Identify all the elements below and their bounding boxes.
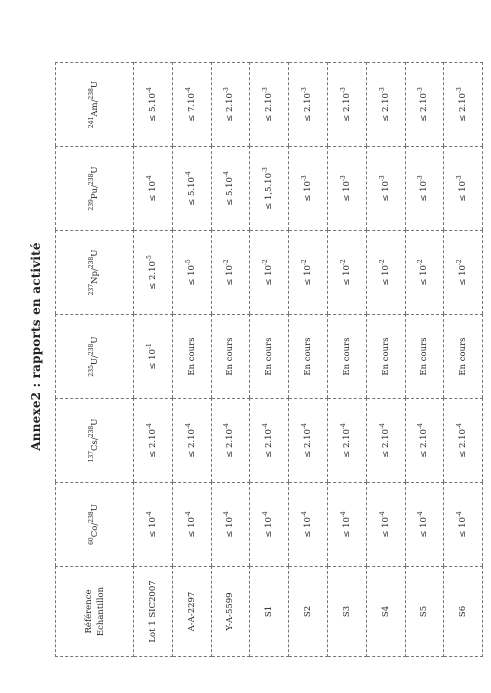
ratio-value: ≤ 2.10 bbox=[264, 429, 275, 458]
ratio-exponent: -4 bbox=[417, 511, 425, 518]
header-elem: U bbox=[89, 504, 100, 512]
sample-reference: Y-A-5599 bbox=[211, 567, 250, 657]
sample-reference: S5 bbox=[405, 567, 444, 657]
ratio-value: ≤ 10 bbox=[380, 265, 391, 286]
ratio-value: En cours bbox=[225, 337, 236, 376]
ratio-exponent: -3 bbox=[301, 87, 309, 94]
ratio-exponent: -3 bbox=[417, 175, 425, 182]
header-np237 bbox=[56, 231, 134, 315]
ratio-cell bbox=[250, 399, 289, 483]
ratio-value: ≤ 10 bbox=[380, 517, 391, 538]
activity-ratio-table bbox=[55, 62, 483, 657]
header-co60 bbox=[56, 483, 134, 567]
ratio-cell bbox=[172, 231, 211, 315]
ratio-exponent: -4 bbox=[262, 511, 270, 518]
ratio-cell bbox=[134, 399, 173, 483]
ratio-value: ≤ 2.10 bbox=[380, 429, 391, 458]
ratio-value: ≤ 7.10 bbox=[186, 93, 197, 122]
header-elem: Np/ bbox=[89, 268, 100, 284]
ratio-cell bbox=[172, 315, 211, 399]
ratio-cell bbox=[405, 399, 444, 483]
ratio-cell bbox=[444, 231, 483, 315]
ratio-value: ≤ 2.10 bbox=[303, 93, 314, 122]
ratio-exponent: -4 bbox=[146, 511, 154, 518]
ratio-cell bbox=[405, 483, 444, 567]
header-mass: 137 bbox=[87, 450, 95, 463]
ratio-value: ≤ 10 bbox=[147, 517, 158, 538]
ratio-exponent: -4 bbox=[340, 423, 348, 430]
ratio-value: ≤ 2.10 bbox=[380, 93, 391, 122]
ratio-cell bbox=[444, 315, 483, 399]
header-elem: Co/ bbox=[89, 522, 100, 538]
ratio-exponent: -4 bbox=[184, 423, 192, 430]
ratio-exponent: -4 bbox=[146, 87, 154, 94]
ratio-exponent: -4 bbox=[301, 423, 309, 430]
ratio-value: ≤ 10 bbox=[147, 349, 158, 370]
ratio-value: En cours bbox=[341, 337, 352, 376]
table-row bbox=[366, 63, 405, 657]
ratio-value: ≤ 10 bbox=[303, 517, 314, 538]
ratio-cell bbox=[172, 63, 211, 147]
header-elem: Pu/ bbox=[89, 185, 100, 200]
header-mass: 238 bbox=[87, 88, 95, 100]
header-mass: 238 bbox=[87, 343, 95, 356]
ratio-value: ≤ 2.10 bbox=[303, 429, 314, 458]
ratio-value: ≤ 2.10 bbox=[264, 93, 275, 122]
ratio-value: ≤ 5.10 bbox=[186, 177, 197, 206]
ratio-value: ≤ 10 bbox=[380, 181, 391, 202]
ratio-exponent: -4 bbox=[223, 423, 231, 430]
ratio-cell bbox=[289, 147, 328, 231]
ratio-cell bbox=[289, 63, 328, 147]
ratio-cell bbox=[366, 63, 405, 147]
ratio-exponent: -2 bbox=[417, 259, 425, 266]
ratio-value: ≤ 2.10 bbox=[147, 261, 158, 290]
ratio-exponent: -3 bbox=[301, 175, 309, 182]
ratio-exponent: -5 bbox=[146, 255, 154, 262]
header-u235 bbox=[56, 315, 134, 399]
ratio-cell bbox=[134, 483, 173, 567]
header-elem: U bbox=[89, 166, 100, 174]
ratio-exponent: -5 bbox=[184, 259, 192, 266]
ratio-exponent: -2 bbox=[262, 259, 270, 266]
ratio-exponent: -4 bbox=[223, 511, 231, 518]
ratio-cell bbox=[289, 231, 328, 315]
header-elem: U bbox=[89, 418, 100, 426]
ratio-cell bbox=[327, 315, 366, 399]
sample-reference: S6 bbox=[444, 567, 483, 657]
ratio-cell bbox=[134, 147, 173, 231]
ratio-value: ≤ 10 bbox=[147, 181, 158, 202]
ratio-cell bbox=[211, 147, 250, 231]
ratio-exponent: -4 bbox=[417, 423, 425, 430]
table-header-row bbox=[56, 63, 134, 657]
ratio-exponent: -4 bbox=[301, 511, 309, 518]
ratio-cell bbox=[250, 231, 289, 315]
ratio-value: ≤ 10 bbox=[225, 265, 236, 286]
ratio-cell bbox=[327, 399, 366, 483]
ratio-exponent: -4 bbox=[184, 511, 192, 518]
table-body bbox=[134, 63, 483, 657]
header-elem: U bbox=[89, 336, 100, 344]
ratio-cell bbox=[366, 147, 405, 231]
ratio-cell bbox=[366, 231, 405, 315]
ratio-value: ≤ 10 bbox=[186, 265, 197, 286]
ratio-value: ≤ 2.10 bbox=[147, 429, 158, 458]
sample-reference: Lot 1 SIC2007 bbox=[134, 567, 173, 657]
ratio-exponent: -4 bbox=[456, 423, 464, 430]
ratio-value: ≤ 2.10 bbox=[419, 429, 430, 458]
header-mass: 235 bbox=[87, 365, 95, 377]
sample-reference: S3 bbox=[327, 567, 366, 657]
ratio-value: En cours bbox=[380, 337, 391, 376]
ratio-exponent: -2 bbox=[301, 259, 309, 266]
ratio-cell bbox=[366, 483, 405, 567]
ratio-value: ≤ 2.10 bbox=[341, 93, 352, 122]
ratio-value: ≤ 2.10 bbox=[225, 93, 236, 122]
ratio-cell bbox=[134, 315, 173, 399]
header-mass: 60 bbox=[87, 537, 95, 545]
table-row bbox=[172, 63, 211, 657]
ratio-cell bbox=[327, 231, 366, 315]
ratio-cell bbox=[211, 231, 250, 315]
table-row bbox=[444, 63, 483, 657]
ratio-exponent: -3 bbox=[340, 87, 348, 94]
ratio-cell bbox=[134, 63, 173, 147]
ratio-value: En cours bbox=[419, 337, 430, 376]
ratio-value: ≤ 2.10 bbox=[225, 429, 236, 458]
sample-reference: S2 bbox=[289, 567, 328, 657]
ratio-exponent: -2 bbox=[340, 259, 348, 266]
ratio-exponent: -3 bbox=[378, 175, 386, 182]
ratio-cell bbox=[405, 63, 444, 147]
ratio-value: ≤ 10 bbox=[303, 181, 314, 202]
ratio-exponent: -4 bbox=[340, 511, 348, 518]
ratio-value: ≤ 2.10 bbox=[458, 429, 469, 458]
header-mass: 238 bbox=[87, 425, 95, 438]
ratio-cell bbox=[405, 315, 444, 399]
table-row bbox=[327, 63, 366, 657]
header-mass: 238 bbox=[87, 511, 95, 523]
ratio-exponent: -4 bbox=[184, 87, 192, 94]
ratio-value: En cours bbox=[458, 337, 469, 376]
ratio-exponent: -3 bbox=[417, 87, 425, 94]
ratio-cell bbox=[172, 399, 211, 483]
header-cs137 bbox=[56, 399, 134, 483]
ratio-cell bbox=[211, 63, 250, 147]
ratio-value: En cours bbox=[264, 337, 275, 376]
ratio-cell bbox=[444, 147, 483, 231]
ratio-value: ≤ 5.10 bbox=[147, 93, 158, 122]
ratio-cell bbox=[444, 483, 483, 567]
ratio-cell bbox=[134, 231, 173, 315]
ratio-cell bbox=[405, 147, 444, 231]
ratio-value: ≤ 10 bbox=[458, 181, 469, 202]
ratio-exponent: -2 bbox=[456, 259, 464, 266]
header-elem: Am/ bbox=[89, 99, 100, 117]
table-row bbox=[211, 63, 250, 657]
header-pu239 bbox=[56, 147, 134, 231]
ratio-cell bbox=[289, 315, 328, 399]
table-row bbox=[289, 63, 328, 657]
ratio-exponent: -1 bbox=[146, 343, 154, 350]
ratio-value: ≤ 10 bbox=[225, 517, 236, 538]
table-row bbox=[405, 63, 444, 657]
ratio-exponent: -3 bbox=[456, 87, 464, 94]
ratio-value: ≤ 2.10 bbox=[341, 429, 352, 458]
ratio-cell bbox=[327, 63, 366, 147]
ratio-exponent: -4 bbox=[378, 423, 386, 430]
header-elem: U bbox=[89, 80, 100, 89]
ratio-value: ≤ 10 bbox=[341, 265, 352, 286]
ratio-exponent: -3 bbox=[262, 87, 270, 94]
ratio-cell bbox=[366, 399, 405, 483]
ratio-value: ≤ 10 bbox=[458, 517, 469, 538]
ratio-cell bbox=[405, 231, 444, 315]
header-elem: U bbox=[89, 249, 100, 257]
ratio-cell bbox=[211, 315, 250, 399]
header-mass: 238 bbox=[87, 256, 95, 269]
ratio-cell bbox=[289, 483, 328, 567]
ratio-value: ≤ 5.10 bbox=[225, 177, 236, 206]
sample-reference: A-A-2297 bbox=[172, 567, 211, 657]
header-elem: U/ bbox=[89, 355, 100, 366]
ratio-cell bbox=[444, 63, 483, 147]
ratio-cell bbox=[211, 483, 250, 567]
ratio-value: ≤ 2.10 bbox=[458, 93, 469, 122]
ratio-exponent: -2 bbox=[223, 259, 231, 266]
ratio-cell bbox=[444, 399, 483, 483]
ratio-exponent: -4 bbox=[378, 511, 386, 518]
ratio-exponent: -3 bbox=[223, 87, 231, 94]
ratio-exponent: -4 bbox=[184, 171, 192, 178]
header-mass: 237 bbox=[87, 283, 95, 296]
header-label: Référence Echantillon bbox=[83, 586, 106, 637]
ratio-cell bbox=[250, 483, 289, 567]
ratio-value: ≤ 2.10 bbox=[419, 93, 430, 122]
ratio-exponent: -4 bbox=[146, 423, 154, 430]
header-mass: 239 bbox=[87, 199, 95, 211]
ratio-value: ≤ 10 bbox=[341, 517, 352, 538]
ratio-exponent: -2 bbox=[378, 259, 386, 266]
ratio-exponent: -3 bbox=[456, 175, 464, 182]
ratio-cell bbox=[211, 399, 250, 483]
ratio-value: ≤ 10 bbox=[419, 181, 430, 202]
ratio-value: ≤ 2.10 bbox=[186, 429, 197, 458]
ratio-value: ≤ 10 bbox=[419, 517, 430, 538]
ratio-value: ≤ 10 bbox=[264, 517, 275, 538]
ratio-value: ≤ 10 bbox=[458, 265, 469, 286]
table-row bbox=[134, 63, 173, 657]
ratio-value: ≤ 10 bbox=[419, 265, 430, 286]
sample-reference: S1 bbox=[250, 567, 289, 657]
ratio-value: En cours bbox=[186, 337, 197, 376]
header-mass: 238 bbox=[87, 173, 95, 186]
ratio-exponent: -3 bbox=[378, 87, 386, 94]
ratio-exponent: -4 bbox=[262, 423, 270, 430]
ratio-value: ≤ 10 bbox=[341, 181, 352, 202]
ratio-cell bbox=[289, 399, 328, 483]
ratio-cell bbox=[250, 147, 289, 231]
table-row bbox=[250, 63, 289, 657]
header-reference bbox=[56, 567, 134, 657]
header-mass: 241 bbox=[87, 116, 95, 129]
ratio-exponent: -3 bbox=[340, 175, 348, 182]
header-am241 bbox=[56, 63, 134, 147]
ratio-exponent: -4 bbox=[456, 511, 464, 518]
sample-reference: S4 bbox=[366, 567, 405, 657]
ratio-value: ≤ 10 bbox=[186, 517, 197, 538]
header-elem: Cs/ bbox=[89, 437, 100, 451]
ratio-cell bbox=[250, 315, 289, 399]
ratio-value: En cours bbox=[303, 337, 314, 376]
document-title: Annexe2 : rapports en activité bbox=[29, 242, 43, 451]
ratio-cell bbox=[250, 63, 289, 147]
ratio-cell bbox=[327, 483, 366, 567]
ratio-value: ≤ 1,5.10 bbox=[264, 173, 275, 210]
ratio-cell bbox=[172, 147, 211, 231]
ratio-value: ≤ 10 bbox=[264, 265, 275, 286]
ratio-cell bbox=[172, 483, 211, 567]
ratio-exponent: -3 bbox=[262, 167, 270, 173]
ratio-exponent: -4 bbox=[223, 171, 231, 178]
ratio-value: ≤ 10 bbox=[303, 265, 314, 286]
ratio-cell bbox=[366, 315, 405, 399]
ratio-exponent: -4 bbox=[146, 175, 154, 182]
ratio-cell bbox=[327, 147, 366, 231]
